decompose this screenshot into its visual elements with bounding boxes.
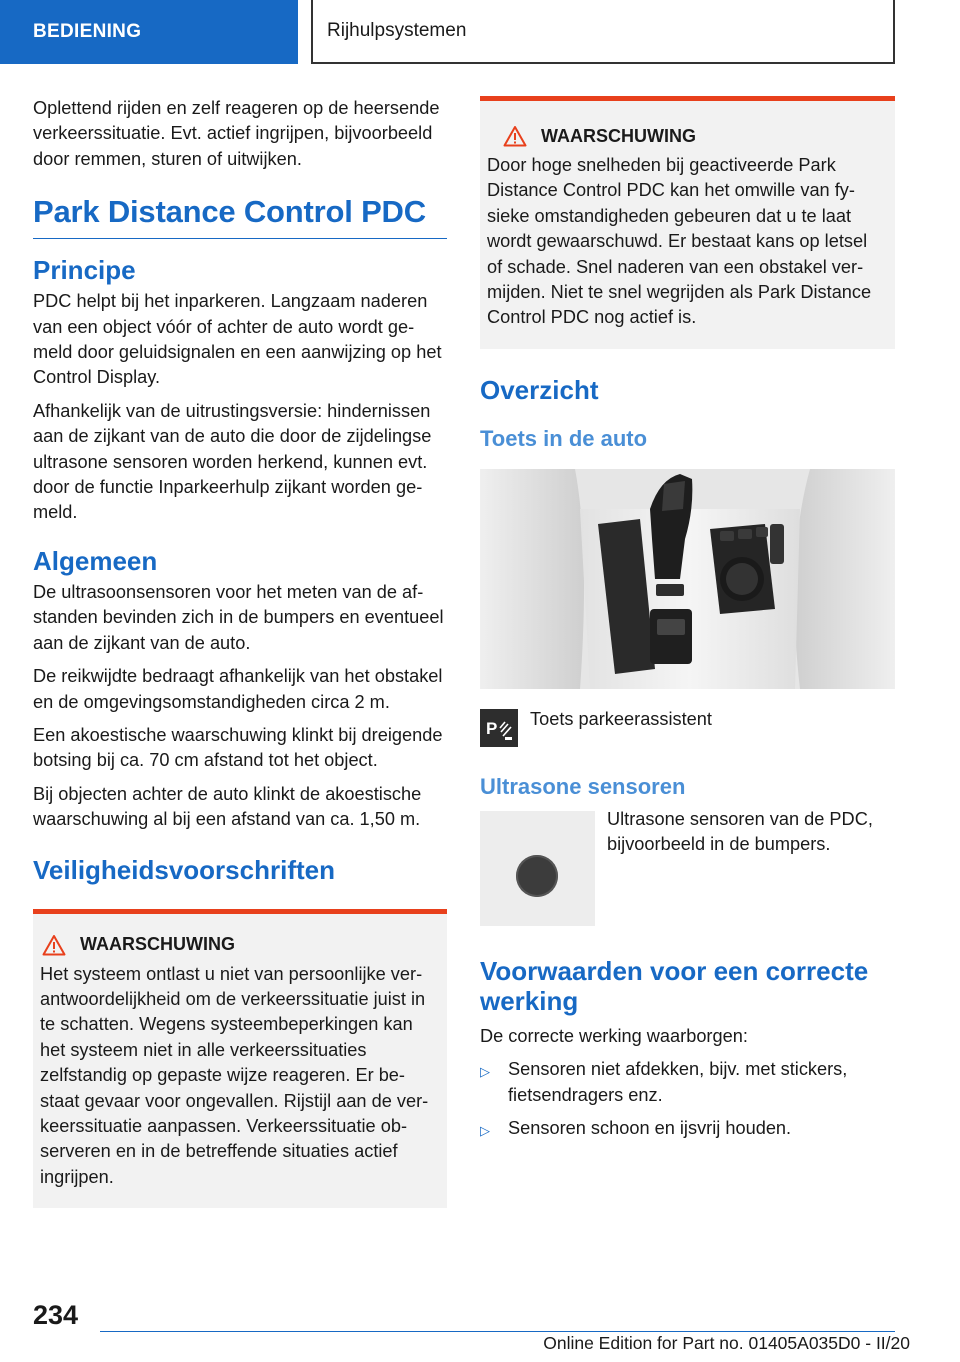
warning-box-right: [480, 96, 895, 349]
warning-box-left: [33, 909, 447, 1209]
center-console-photo: [480, 469, 895, 689]
list-item-text: Sensoren schoon en ijsvrij houden.: [508, 1118, 792, 1139]
algemeen-paragraph-4: Bij objecten achter de auto klinkt de akoestische waarschuwing al bij een afstand van ca. 1,50 m.: [33, 783, 422, 830]
park-assist-button-icon: [480, 709, 518, 747]
principe-paragraph-1: PDC helpt bij het inparkeren. Langzaam naderen van een object vóór of achter de auto wordt gemeld door geluidsignalen en een aanwijzing op het Control Display.: [33, 291, 442, 388]
algemeen-paragraph-3: Een akoestische waarschuwing klinkt bij dreigende botsing bij ca. 70 cm afstand tot het object.: [33, 724, 443, 771]
overzicht-heading: Overzicht: [480, 374, 599, 405]
voorwaarden-list: [480, 1057, 895, 1143]
page-number: 234: [33, 1300, 79, 1330]
warning-label: WAARSCHUWING: [541, 125, 696, 146]
sensor-icon: [516, 855, 558, 897]
toets-label: Toets parkeerassistent: [530, 708, 712, 729]
warning-text: Het systeem ontlast u niet van persoonlijke verantwoordelijkheid om de verkeerssituatie juist in te schatten. Wegens systeembeperkingen kan het systeem niet in alle verkeerssituaties zelfstandig op gepaste wijze reageren. Er bestaat gevaar voor ongevallen. Rijstijl aan de verkeerssituatie aanpassen. Verkeerssituatie observeren en in de betreffende situaties actief ingrijpen.: [40, 963, 429, 1187]
toets-row: [480, 709, 895, 747]
chapter-title: [311, 0, 895, 64]
warning-triangle-icon: [42, 934, 66, 956]
voorwaarden-heading: Voorwaarden voor een correcte werking: [480, 955, 869, 1016]
center-console-illustration: [480, 469, 895, 689]
left-column: [33, 96, 447, 1208]
list-item: [480, 1116, 895, 1143]
principe-heading: Principe: [33, 255, 136, 286]
principe-paragraph-2: Afhankelijk van de uitrustingsversie: hindernissen aan de zijkant van de auto die door de zijdelingse ultrasone sensoren worden herkend, kunnen evt. door de functie Inparkeerhulp zijkant worden gemeld.: [33, 400, 432, 523]
toets-heading: Toets in de auto: [480, 425, 648, 451]
sensoren-heading: Ultrasone sensoren: [480, 773, 686, 799]
sensoren-row: [480, 808, 895, 926]
main-heading: Park Distance Control PDC: [33, 194, 447, 239]
edition-text: Online Edition for Part no. 01405A035D0 - II/20: [543, 1333, 910, 1353]
algemeen-heading: Algemeen: [33, 545, 158, 576]
footer-divider: [100, 1331, 895, 1332]
warning-header: [487, 125, 886, 147]
warning-label: WAARSCHUWING: [80, 934, 235, 955]
warning-triangle-icon: [503, 125, 527, 147]
algemeen-paragraph-1: De ultrasoonsensoren voor het meten van de afstanden bevinden zich in de bumpers en eventueel aan de zijkant van de auto.: [33, 581, 444, 653]
section-tab: [0, 0, 298, 64]
warning-header: [40, 934, 438, 956]
svg-text:P: P: [486, 718, 498, 738]
algemeen-paragraph-2: De reikwijdte bedraagt afhankelijk van het obstakel en de omgevingsomstandigheden circa 2 m.: [33, 666, 443, 712]
list-item-text: Sensoren niet afdekken, bijv. met stickers, fietsendragers enz.: [508, 1059, 848, 1105]
intro-paragraph: Oplettend rijden en zelf reageren op de heersende verkeerssituatie. Evt. actief ingrijpen, bijvoorbeeld door remmen, sturen of uitwijken.: [33, 98, 440, 169]
warning-text: Door hoge snelheden bij geactiveerde Park Distance Control PDC kan het omwille van fysieke omstandigheden gebeuren dat u te laat wordt gewaarschuwd. Er bestaat kans op letsel of schade. Snel naderen van een obstakel vermijden. Niet te snel wegrijden als Park Distance Control PDC nog actief is.: [487, 155, 872, 328]
bullet-triangle-icon: ▷: [480, 1064, 490, 1080]
chapter-title-text: Rijhulpsystemen: [327, 20, 467, 41]
ultrasonic-sensor-image: [480, 811, 595, 926]
list-item: [480, 1057, 895, 1108]
voorwaarden-intro: De correcte werking waarborgen:: [480, 1025, 748, 1046]
sensoren-text: Ultrasone sensoren van de PDC, bijvoorbeeld in de bumpers.: [607, 808, 873, 855]
bullet-triangle-icon: ▷: [480, 1123, 490, 1139]
section-label: BEDIENING: [33, 21, 142, 42]
veiligheid-heading: Veiligheidsvoorschriften: [33, 854, 335, 885]
right-column: [480, 96, 895, 1151]
